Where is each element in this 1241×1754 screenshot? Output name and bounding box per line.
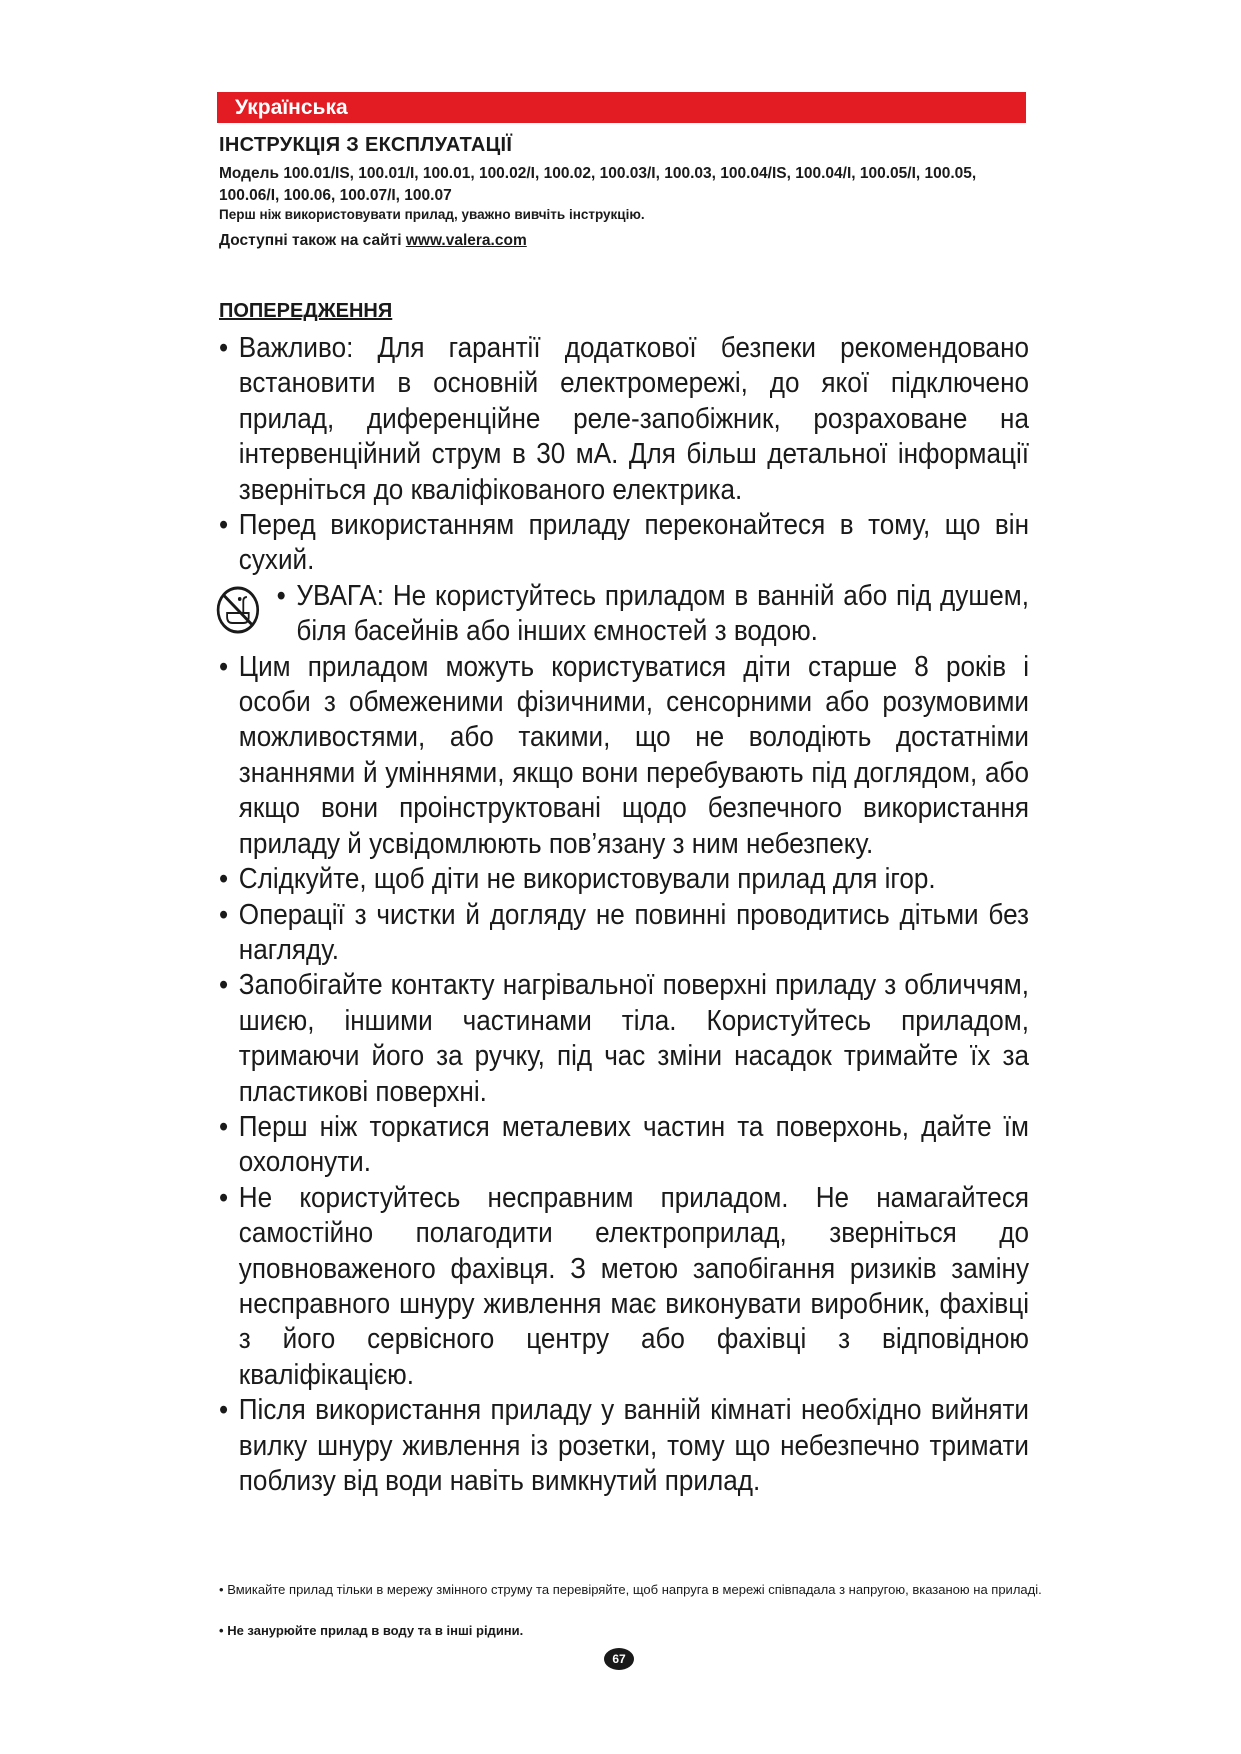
- read-instructions-note: Перш ніж використовувати прилад, уважно вивчіть інструкцію.: [219, 207, 645, 222]
- warnings-list: [219, 331, 1029, 1499]
- model-list: Модель 100.01/IS, 100.01/I, 100.01, 100.02/I, 100.02, 100.03/I, 100.03, 100.04/IS, 100.04/I, 100.05/I, 100.05, 100.06/I, 100.06, 100.07/I, 100.07: [219, 165, 977, 204]
- footnote-voltage: • Вмикайте прилад тільки в мережу змінного струму та перевіряйте, щоб напруга в мережі співпадала з напругою, вказаною на приладі.: [219, 1582, 1042, 1597]
- website-link[interactable]: www.valera.com: [405, 232, 527, 249]
- warning-item: • Перед використанням приладу переконайтеся в тому, що він сухий.: [219, 509, 1030, 577]
- page-number: 67: [604, 1648, 634, 1670]
- language-bar: [217, 92, 1026, 123]
- warnings-heading: ПОПЕРЕДЖЕННЯ: [219, 300, 393, 322]
- language-label: Українська: [235, 96, 348, 119]
- warning-item: • Слідкуйте, щоб діти не використовували прилад для ігор.: [219, 863, 936, 896]
- website-prefix: Доступні також на сайті: [219, 232, 406, 249]
- website-note: [219, 232, 527, 250]
- no-bath-icon: [215, 585, 260, 635]
- warning-item: • Запобігайте контакту нагрівальної поверхні приладу з обличчям, шиєю, іншими частинами тіла. Користуйтесь приладом, тримаючи його за ручку, під час зміни насадок тримайте їх за пластикові поверхні.: [219, 969, 1030, 1108]
- warning-item-caution: • УВАГА: Не користуйтесь приладом в ванній або під душем, біля басейнів або інших ємностей з водою.: [219, 579, 1029, 650]
- manual-title: ІНСТРУКЦІЯ З ЕКСПЛУАТАЦІЇ: [219, 134, 513, 156]
- footnote-water: • Не занурюйте прилад в воду та в інші рідини.: [219, 1623, 524, 1638]
- warning-item: • Перш ніж торкатися металевих частин та поверхонь, дайте їм охолонути.: [219, 1110, 1030, 1179]
- warning-item: • Операції з чистки й догляду не повинні проводитись дітьми без нагляду.: [219, 898, 1030, 966]
- warning-item: • Після використання приладу у ванній кімнаті необхідно вийняти вилку шнуру живлення із розетки, тому що небезпечно тримати поблизу від води навіть вимкнутий прилад.: [219, 1394, 1030, 1497]
- warning-item: • Важливо: Для гарантії додаткової безпеки рекомендовано встановити в основній електромережі, до якої підключено прилад, диференційне реле-запобіжник, розраховане на інтервенційний струм в 30 мА. Для більш детальної інформації зверніться до кваліфікованого електрика.: [219, 332, 1030, 506]
- warning-item: • Цим приладом можуть користуватися діти старше 8 років і особи з обмеженими фізичними, сенсорними або розумовими можливостями, або такими, що не володіють достатніми знаннями й уміннями, якщо вони перебувають під доглядом, або якщо вони проінструктовані щодо безпечного використання приладу й усвідомлюють пов’язану з ним небезпеку.: [219, 650, 1030, 860]
- warning-item: • Не користуйтесь несправним приладом. Не намагайтеся самостійно полагодити електроприлад, зверніться до уповноваженого фахівця. З метою запобігання ризиків заміну несправного шнуру живлення має виконувати виробник, фахівці з його сервісного центру або фахівці з відповідною кваліфікацією.: [219, 1181, 1030, 1391]
